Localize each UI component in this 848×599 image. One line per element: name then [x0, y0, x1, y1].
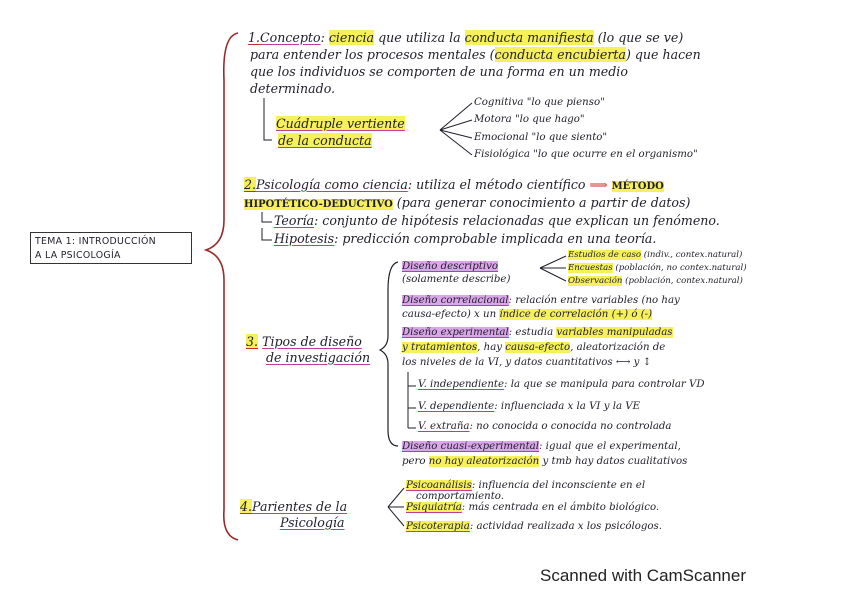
text-fragment: y tmb hay datos cualitativos [539, 456, 688, 467]
text-fragment: , aleatorización de [570, 342, 666, 353]
section3-brace [380, 262, 398, 446]
hipotetico-highlight: HIPOTÉTICO-DEDUCTIVO [244, 199, 393, 210]
psicoanalisis-line2: comportamiento. [416, 491, 504, 502]
hipotesis-line [274, 231, 656, 247]
section1-line4: determinado. [250, 81, 336, 96]
metodo-highlight: MÉTODO [611, 181, 664, 192]
text-fragment: para entender los procesos mentales ( [250, 47, 495, 62]
text-fragment: que utiliza la [374, 30, 465, 45]
conducta-manifiesta-highlight: conducta manifiesta [464, 30, 594, 45]
main-brace [206, 33, 238, 540]
encuestas: Encuestas [568, 263, 613, 273]
text-fragment: : estudia [508, 327, 557, 338]
section2-num: 2. [244, 177, 257, 192]
text-fragment: : predicción comprobable implicada en una teoría. [334, 231, 657, 246]
section4-label-1 [240, 499, 347, 515]
correlacional-line2 [402, 308, 652, 321]
psicoanalisis-label: Psicoanálisis [406, 480, 472, 491]
text-fragment: (para generar conocimiento a partir de datos) [392, 195, 691, 210]
vertiente-motora: Motora "lo que hago" [474, 114, 585, 125]
section3-label-2 [266, 350, 370, 366]
section1-line2 [250, 47, 701, 63]
experimental-line1 [402, 326, 673, 339]
descriptivo-text: Diseño descriptivo [402, 261, 498, 272]
text-fragment: : no conocida o conocida no controlada [469, 421, 672, 432]
cuadruple-connector [264, 98, 272, 140]
section1-line3: que los individuos se comporten de una forma en un medio [250, 64, 628, 79]
ve-line [418, 420, 672, 433]
text-fragment: (lo que se ve) [593, 30, 684, 45]
experimental-line2 [402, 341, 665, 354]
parientes-text: Parientes de la [252, 499, 348, 514]
text-fragment: : la que se manipula para controlar VD [504, 379, 705, 390]
vertiente-cognitiva: Cognitiva "lo que pienso" [474, 97, 605, 108]
cuasi-label: Diseño cuasi-experimental [402, 441, 540, 452]
concepto-label: Concepto [260, 30, 321, 45]
tipos-diseno-text: Tipos de diseño [262, 334, 362, 349]
psiquiatria-label: Psiquiatría [406, 502, 462, 513]
section2-line2 [244, 195, 690, 213]
ciencia-highlight: ciencia [328, 30, 375, 45]
cuadruple-text-1: Cuádruple vertiente [276, 116, 405, 131]
ve-label: V. extraña [418, 421, 470, 432]
item-note: (población, no contex.natural) [612, 263, 747, 273]
title-line-2: A LA PSICOLOGÍA [35, 250, 121, 261]
text-fragment: : actividad realizada x los psicólogos. [469, 521, 662, 532]
text-fragment: pero [402, 456, 429, 467]
implies-arrow: ⟹ [589, 177, 608, 192]
text-fragment: : [320, 30, 329, 45]
text-fragment: : igual que el experimental, [539, 441, 681, 452]
section4-label-2 [280, 515, 344, 531]
section3-num: 3. [246, 334, 259, 349]
vertientes-arrows [440, 103, 472, 155]
text-fragment: : relación entre variables (no hay [508, 295, 680, 306]
vi-line [418, 378, 705, 391]
indice-highlight: índice de correlación (+) ó (-) [499, 309, 653, 320]
item-note: (indiv., contex.natural) [641, 250, 743, 260]
psiquiatria-line [406, 501, 659, 514]
section4-arrows [388, 488, 404, 526]
descriptivo-sub: (solamente describe) [402, 274, 511, 285]
vi-label: V. independiente [418, 379, 505, 390]
text-fragment: causa-efecto) x un [402, 309, 500, 320]
vertiente-emocional: Emocional "lo que siento" [474, 132, 608, 143]
text-fragment: , hay [477, 342, 506, 353]
text-fragment: : más centrada en el ámbito biológico. [461, 502, 660, 513]
cuadruple-label-2 [278, 133, 372, 149]
conducta-encubierta-highlight: conducta encubierta [494, 47, 626, 62]
hipotesis-connector [262, 228, 272, 240]
item-note: (población, contex.natural) [622, 276, 743, 286]
descriptivo-item-2 [568, 262, 747, 274]
no-hay-highlight: no hay aleatorización [428, 456, 540, 467]
correlacional-label: Diseño correlacional [402, 295, 509, 306]
teoria-line [274, 213, 720, 229]
psicoterapia-line [406, 520, 662, 533]
section4-num: 4. [240, 499, 253, 514]
text-fragment: ) que hacen [625, 47, 701, 62]
title-box [30, 232, 192, 264]
text-fragment: : influencia del inconsciente en el [471, 480, 646, 491]
camscanner-watermark: Scanned with CamScanner [540, 566, 747, 585]
variables-highlight: variables manipuladas [556, 327, 673, 338]
vd-label: V. dependiente [418, 401, 495, 412]
observacion: Observación [568, 276, 623, 286]
estudios-caso: Estudios de caso [568, 250, 642, 260]
vertiente-fisiologica: Fisiológica "lo que ocurre en el organismo" [474, 149, 698, 160]
vd-line [418, 400, 640, 413]
section1-line1 [248, 30, 683, 46]
investigacion-text: de investigación [266, 350, 371, 365]
cuasi-line1 [402, 440, 681, 453]
tratamientos-highlight: y tratamientos [402, 342, 478, 353]
title-line-1: TEMA 1: INTRODUCCIÓN [35, 236, 156, 247]
correlacional-line1 [402, 294, 680, 307]
descriptivo-item-3 [568, 275, 743, 287]
teoria-connector [262, 212, 272, 222]
text-fragment: : influenciada x la VI y la VE [494, 401, 641, 412]
descriptivo-label [402, 260, 498, 273]
causa-efecto-highlight: causa-efecto [505, 342, 571, 353]
text-fragment: : conjunto de hipótesis relacionadas que explican un fenómeno. [314, 213, 720, 228]
descriptivo-item-1 [568, 249, 742, 261]
descriptivo-arrows [540, 256, 566, 281]
cuasi-line2 [402, 455, 687, 468]
psicologia-text: Psicología [280, 515, 345, 530]
text-fragment: : utiliza el método científico [407, 177, 586, 192]
experimental-line3: los niveles de la VI, y datos cuantitativos ⟷ y ↕ [402, 357, 652, 368]
hipotesis-label: Hipotesis [274, 231, 335, 246]
section3-label-1 [246, 334, 362, 350]
psicologia-ciencia-label: Psicología como ciencia [256, 177, 408, 192]
experimental-label: Diseño experimental [402, 327, 509, 338]
cuadruple-text-2: de la conducta [278, 133, 372, 148]
psicoterapia-label: Psicoterapia [406, 521, 470, 532]
variables-connector [408, 372, 416, 428]
section2-line1 [244, 177, 664, 195]
cuadruple-label-1 [276, 116, 405, 132]
teoria-label: Teoría [274, 213, 315, 228]
section1-num: 1. [248, 30, 261, 45]
